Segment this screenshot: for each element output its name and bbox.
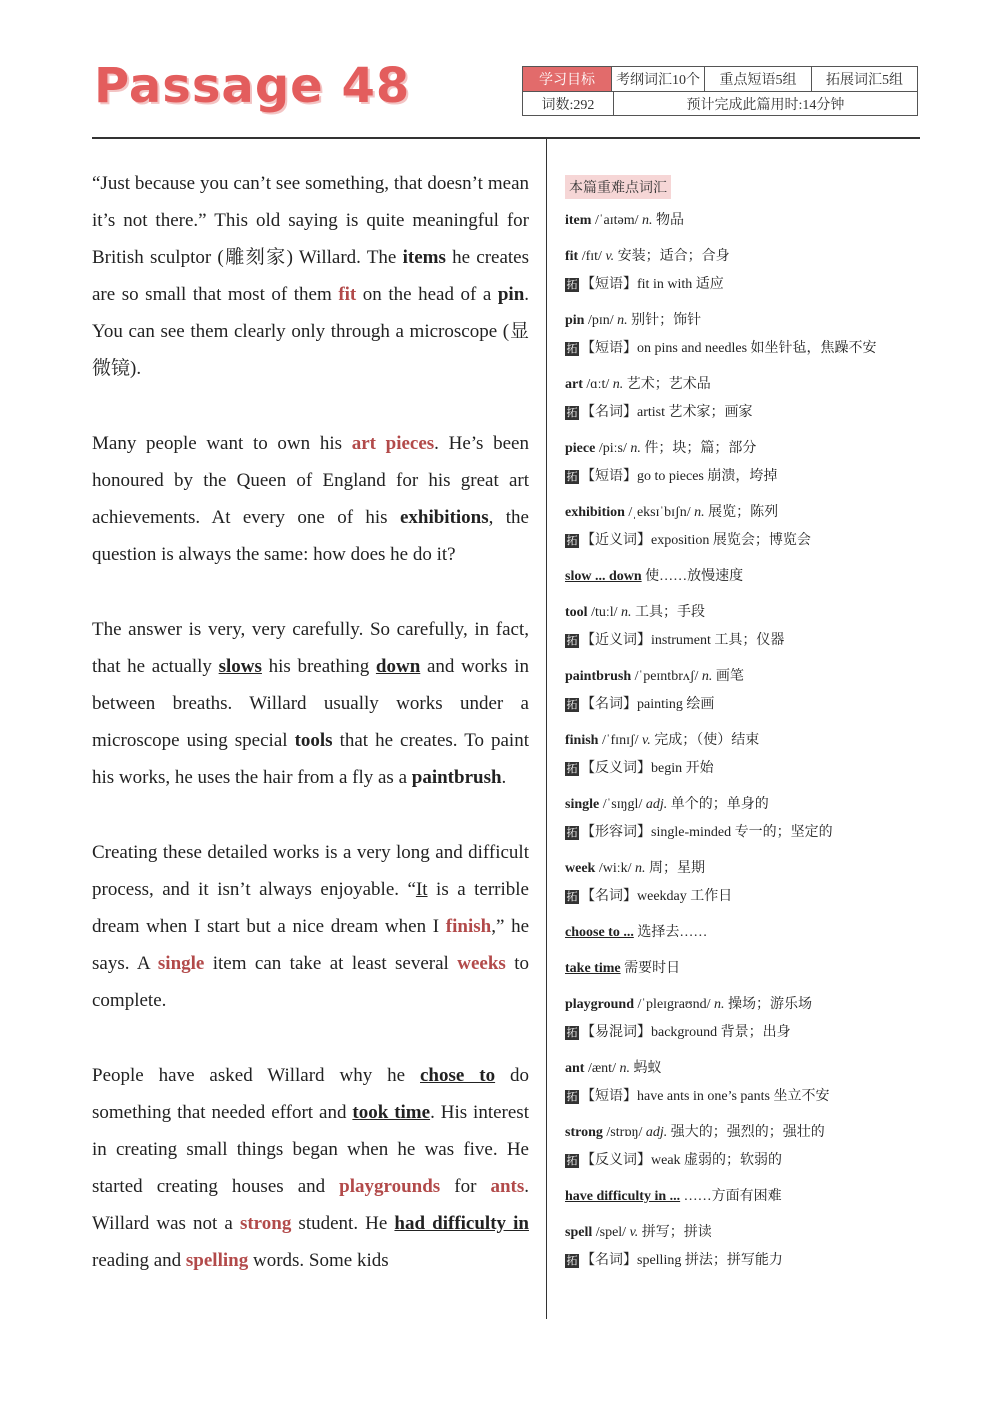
vocab-phonetic: /pɪn/ [587, 313, 614, 328]
vocab-entry [565, 499, 910, 555]
vocab-entry [565, 563, 910, 591]
vocab-extension-text: 【短语】on pins and needles 如坐针毡，焦躁不安 [581, 341, 877, 356]
keyword: pin [497, 284, 525, 305]
vocab-phonetic: /tuːl/ [591, 605, 618, 620]
vocab-line [565, 563, 910, 591]
vocab-phrase: have difficulty in ... [565, 1189, 681, 1204]
vocab-pos: n. [612, 377, 624, 392]
vocab-entry [565, 243, 910, 299]
vocab-pos: n. [641, 213, 653, 228]
vocab-line [565, 663, 910, 691]
vocab-phonetic: /spel/ [595, 1225, 627, 1240]
vocab-phrase: slow ... down [565, 569, 642, 584]
vocab-entry [565, 1119, 910, 1175]
extension-icon: 拓 [566, 698, 578, 711]
vocab-line [565, 1219, 910, 1247]
vocab-line [565, 919, 910, 947]
vocab-extension [565, 271, 910, 299]
vocab-extension [565, 1019, 910, 1047]
vocab-list [565, 207, 910, 1275]
vocab-word: playground [565, 997, 634, 1012]
vocab-extension [565, 1147, 910, 1175]
vocab-extension [565, 1083, 910, 1111]
vocab-meaning: 件；块；篇；部分 [644, 441, 757, 456]
extension-icon: 拓 [566, 406, 578, 419]
vocab-phrase: take time [565, 961, 621, 976]
vocab-extension [565, 819, 910, 847]
vocab-line [565, 1183, 910, 1211]
vocab-meaning: 操场；游乐场 [728, 997, 812, 1012]
paragraph-1: “Just because you can’t see something, that doesn’t mean it’s not there.” This old saying is quite meaningful for British sculptor (雕刻家) Willard. The items he creates are so small that most of them fit on the head of a pin. You can see them clearly only through a microscope (显微镜). [92, 173, 530, 379]
header-rule [92, 137, 920, 139]
vocab-pos: n. [701, 669, 713, 684]
vocab-word: exhibition [565, 505, 625, 520]
vocab-extension-text: 【近义词】instrument 工具；仪器 [581, 633, 785, 648]
vocab-meaning: 拼写；拼读 [641, 1225, 712, 1240]
keyword: spelling [185, 1250, 249, 1271]
vocab-meaning: 展览；陈列 [708, 505, 779, 520]
extension-icon: 拓 [566, 890, 578, 903]
keyword: fit [338, 284, 357, 305]
vocab-entry [565, 991, 910, 1047]
keyword: weeks [457, 953, 506, 974]
vocab-extension-text: 【名词】painting 绘画 [581, 697, 715, 712]
vocab-line [565, 599, 910, 627]
vocab-phonetic: /ˈaɪtəm/ [594, 213, 639, 228]
vocab-word: spell [565, 1225, 593, 1240]
vocab-entry [565, 919, 910, 947]
vocab-meaning: 单个的；单身的 [670, 797, 769, 812]
vocab-phonetic: /wiːk/ [598, 861, 632, 876]
paragraph-5: People have asked Willard why he chose to do something that needed effort and took time. His interest in creating small things began when he was five. He started creating houses and playgrounds for ants. Willard was not a strong student. He had difficulty in reading and spelling words. Some kids [92, 1065, 530, 1271]
vocab-line [565, 791, 910, 819]
vocab-extension-text: 【名词】artist 艺术家；画家 [581, 405, 753, 420]
vocab-meaning: 艺术；艺术品 [626, 377, 711, 392]
phrase: chose to [420, 1065, 496, 1086]
vocab-extension-text: 【易混词】background 背景；出身 [581, 1025, 791, 1040]
phrase: slows [218, 656, 262, 677]
vocab-pos: adj. [645, 1125, 668, 1140]
extension-icon: 拓 [566, 1026, 578, 1039]
vocab-word: ant [565, 1061, 585, 1076]
extension-icon: 拓 [566, 1254, 578, 1267]
vocab-entry [565, 791, 910, 847]
vocab-meaning: 选择去…… [637, 925, 708, 940]
vocab-phonetic: /ɑːt/ [586, 377, 610, 392]
vocab-extension-text: 【名词】weekday 工作日 [581, 889, 733, 904]
paragraph-3: The answer is very, very carefully. So carefully, in fact, that he actually slows his breathing down and works in between breaths. Willard usually works under a microscope using special tools that he creates. To paint his works, he uses the hair from a fly as a paintbrush. [92, 619, 529, 788]
vocab-meaning: 别针；饰针 [631, 313, 702, 328]
vocab-meaning: 安装；适合；合身 [617, 249, 730, 264]
vocab-line [565, 727, 910, 755]
vocab-word: art [565, 377, 583, 392]
vocab-entry [565, 307, 910, 363]
extension-icon: 拓 [566, 470, 578, 483]
vocab-meaning: 需要时日 [624, 961, 681, 976]
extension-icon: 拓 [566, 278, 578, 291]
vocab-column [565, 175, 910, 1283]
vocab-extension [565, 691, 910, 719]
vocab-extension-text: 【反义词】weak 虚弱的；软弱的 [581, 1153, 783, 1168]
extension-icon: 拓 [566, 1154, 578, 1167]
phrase: took time [352, 1102, 431, 1123]
vocab-entry [565, 727, 910, 783]
keyword: single [157, 953, 205, 974]
column-divider [546, 139, 547, 1319]
vocab-line [565, 855, 910, 883]
marked-word: It [415, 879, 428, 900]
vocab-entry [565, 207, 910, 235]
vocab-extension [565, 1247, 910, 1275]
vocab-pos: n. [714, 997, 725, 1012]
vocab-pos: v. [605, 249, 615, 264]
keyword: art pieces [351, 433, 435, 454]
vocab-word: week [565, 861, 596, 876]
paragraph-4: Creating these detailed works is a very long and difficult process, and it isn’t always enjoyable. “It is a terrible dream when I start but a nice dream when I finish,” he says. A single item can take at least several weeks to complete. [92, 842, 529, 1011]
vocab-extension-text: 【近义词】exposition 展览会；博览会 [581, 533, 811, 548]
keyword: ants [490, 1176, 525, 1197]
vocab-extension [565, 463, 910, 491]
vocab-phonetic: /ˈpeɪntbrʌʃ/ [634, 669, 699, 684]
vocab-extension [565, 755, 910, 783]
extension-icon: 拓 [566, 634, 578, 647]
goals-vocab: 考纲词汇10个 [612, 67, 705, 91]
vocab-meaning: 物品 [655, 213, 684, 228]
vocab-extension [565, 399, 910, 427]
vocab-extension-text: 【反义词】begin 开始 [581, 761, 714, 776]
vocab-line [565, 1055, 910, 1083]
goals-phrases: 重点短语5组 [705, 67, 812, 91]
vocab-pos: n. [635, 861, 646, 876]
vocab-phonetic: /piːs/ [598, 441, 627, 456]
vocab-word: piece [565, 441, 596, 456]
vocab-phrase: choose to ... [565, 925, 634, 940]
vocab-line [565, 991, 910, 1019]
vocab-phonetic: /ænt/ [587, 1061, 616, 1076]
paragraph-2: Many people want to own his art pieces. He’s been honoured by the Queen of England for his great art achievements. At every one of his exhibitions, the question is always the same: how does he do it? [92, 433, 529, 565]
vocab-phonetic: /ˈfɪnɪʃ/ [601, 733, 639, 748]
vocab-phonetic: /strɒŋ/ [606, 1125, 643, 1140]
vocab-pos: v. [629, 1225, 639, 1240]
vocab-pos: n. [617, 313, 628, 328]
vocab-word: pin [565, 313, 585, 328]
vocab-pos: n. [621, 605, 632, 620]
vocab-line [565, 955, 910, 983]
vocab-phonetic: /fɪt/ [581, 249, 602, 264]
vocab-meaning: ……方面有困难 [683, 1189, 782, 1204]
passage-column [92, 165, 529, 1317]
vocab-extension-text: 【短语】go to pieces 崩溃，垮掉 [581, 469, 778, 484]
vocab-entry [565, 1219, 910, 1275]
vocab-pos: adj. [645, 797, 668, 812]
vocab-line [565, 1119, 910, 1147]
vocab-entry [565, 855, 910, 911]
vocab-extension [565, 527, 910, 555]
vocab-entry [565, 1183, 910, 1211]
vocab-line [565, 243, 910, 271]
phrase: had difficulty in [394, 1213, 529, 1234]
vocab-meaning: 强大的；强烈的；强壮的 [670, 1125, 825, 1140]
vocab-meaning: 工具；手段 [635, 605, 706, 620]
vocab-word: single [565, 797, 600, 812]
keyword: finish [445, 916, 492, 937]
keyword: strong [239, 1213, 292, 1234]
vocab-extension [565, 627, 910, 655]
extension-icon: 拓 [566, 762, 578, 775]
learning-goals-table [522, 66, 918, 116]
vocab-phonetic: /ˈpleɪgraʊnd/ [637, 997, 711, 1012]
extension-icon: 拓 [566, 826, 578, 839]
goals-extended: 拓展词汇5组 [826, 73, 903, 88]
goals-tag: 学习目标 [523, 67, 612, 91]
keyword: items [402, 247, 446, 268]
vocab-extension-text: 【短语】fit in with 适应 [581, 277, 724, 292]
vocab-pos: n. [694, 505, 705, 520]
extension-icon: 拓 [566, 534, 578, 547]
extension-icon: 拓 [566, 342, 578, 355]
vocab-heading: 本篇重难点词汇 [565, 175, 671, 199]
vocab-meaning: 周；星期 [649, 861, 705, 876]
vocab-extension-text: 【短语】have ants in one’s pants 坐立不安 [581, 1089, 830, 1104]
vocab-line [565, 207, 910, 235]
vocab-entry [565, 955, 910, 983]
phrase: down [375, 656, 421, 677]
vocab-entry [565, 1055, 910, 1111]
vocab-extension [565, 335, 910, 363]
keyword: tools [294, 730, 333, 751]
vocab-line [565, 435, 910, 463]
extension-icon: 拓 [566, 1090, 578, 1103]
vocab-word: strong [565, 1125, 603, 1140]
vocab-entry [565, 663, 910, 719]
vocab-entry [565, 599, 910, 655]
vocab-extension [565, 883, 910, 911]
vocab-phonetic: /ˈsɪŋgl/ [602, 797, 643, 812]
vocab-meaning: 完成；（使）结束 [654, 733, 760, 748]
keyword: exhibitions [399, 507, 489, 528]
vocab-line [565, 307, 910, 335]
vocab-word: paintbrush [565, 669, 632, 684]
vocab-word: fit [565, 249, 579, 264]
vocab-extension-text: 【形容词】single-minded 专一的；坚定的 [581, 825, 833, 840]
vocab-entry [565, 371, 910, 427]
vocab-pos: n. [619, 1061, 630, 1076]
vocab-pos: v. [642, 733, 651, 748]
keyword: paintbrush [411, 767, 502, 788]
vocab-meaning: 蚂蚁 [633, 1061, 662, 1076]
vocab-word: finish [565, 733, 599, 748]
goals-word-count: 词数:292 [523, 92, 614, 116]
vocab-meaning: 画笔 [715, 669, 744, 684]
keyword: playgrounds [339, 1176, 441, 1197]
vocab-meaning: 使……放慢速度 [645, 569, 744, 584]
vocab-word: tool [565, 605, 588, 620]
goals-time: 预计完成此篇用时:14分钟 [686, 98, 845, 113]
vocab-word: item [565, 213, 592, 228]
vocab-pos: n. [630, 441, 641, 456]
vocab-line [565, 499, 910, 527]
vocab-line [565, 371, 910, 399]
vocab-entry [565, 435, 910, 491]
page-title: Passage 48 [94, 58, 411, 114]
vocab-phonetic: /ˌeksɪˈbɪʃn/ [628, 505, 691, 520]
vocab-extension-text: 【名词】spelling 拼法；拼写能力 [581, 1253, 783, 1268]
